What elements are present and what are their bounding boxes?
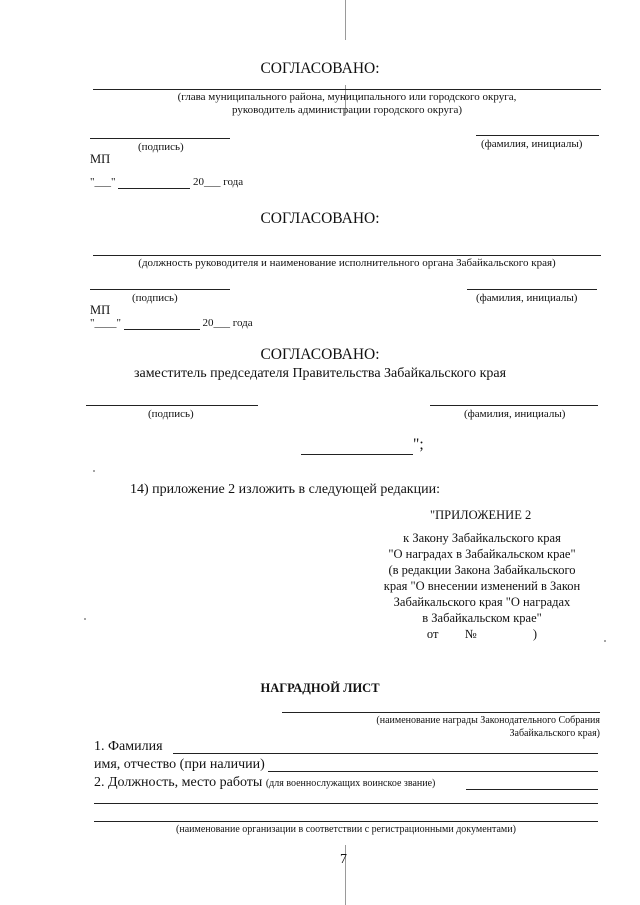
block1-caption-line2: руководитель администрации городского округа) <box>231 104 463 116</box>
date-year: 20___ <box>202 317 230 329</box>
appendix-line: в Забайкальском крае" <box>422 611 542 625</box>
block3-signature-label: (подпись) <box>148 408 194 420</box>
block1-position-line <box>93 89 601 90</box>
date-day-blank: ____ <box>94 317 117 329</box>
block1-caption <box>93 91 601 117</box>
block3-signature-line <box>86 405 258 406</box>
block1-heading: СОГЛАСОВАНО: <box>260 60 380 77</box>
field-position-label-text: 2. Должность, место работы <box>94 775 263 790</box>
field-organization-line[interactable] <box>94 821 598 822</box>
closing-blank-line <box>301 454 413 455</box>
block3-name-line <box>430 405 598 406</box>
date-year-word: года <box>232 317 253 329</box>
field-position-label <box>94 775 435 791</box>
block2-name-label: (фамилия, инициалы) <box>476 292 578 304</box>
block1-signature-label: (подпись) <box>138 141 184 153</box>
block1-caption-line1: (глава муниципального района, муниципального или городского округа, <box>177 91 517 103</box>
block2-heading: СОГЛАСОВАНО: <box>260 210 380 227</box>
date-quote: " <box>90 176 95 188</box>
award-title: НАГРАДНОЙ ЛИСТ <box>260 681 380 695</box>
org-caption: (наименование организации в соответствии с регистрационными документами) <box>176 824 516 835</box>
field-surname-line[interactable] <box>173 753 598 754</box>
appendix-title: "ПРИЛОЖЕНИЕ 2 <box>430 508 532 522</box>
appendix-line: (в редакции Закона Забайкальского <box>388 563 576 577</box>
date-day-blank: ___ <box>94 176 111 188</box>
date-quote: " <box>111 176 116 188</box>
appendix-line: края "О внесении изменений в Закон <box>383 579 581 593</box>
date-month-blank <box>118 176 190 189</box>
appendix-line: к Закону Забайкальского края <box>403 531 561 545</box>
block2-signature-label: (подпись) <box>132 292 178 304</box>
block1-name-label: (фамилия, инициалы) <box>481 138 583 150</box>
field-position-line[interactable] <box>466 789 598 790</box>
appendix-block <box>362 530 602 642</box>
award-caption <box>282 714 600 740</box>
appendix-close: ) <box>532 627 538 641</box>
block1-signature-line <box>90 138 230 139</box>
award-name-line <box>282 712 600 713</box>
appendix-number-sign: № <box>464 627 477 641</box>
appendix-from: от <box>426 627 439 641</box>
block3-subheading: заместитель председателя Правительства Забайкальского края <box>133 366 507 381</box>
block3-name-label: (фамилия, инициалы) <box>464 408 566 420</box>
block2-date <box>90 317 253 330</box>
block2-name-line <box>467 289 597 290</box>
block1-date <box>90 176 243 189</box>
date-year-word: года <box>223 176 244 188</box>
block2-position-line <box>93 255 601 256</box>
date-quote: " <box>116 317 121 329</box>
appendix-line: Забайкальского края "О наградах <box>393 595 571 609</box>
block1-name-line <box>476 135 599 136</box>
scan-speck <box>84 618 86 620</box>
field-surname-label: 1. Фамилия <box>94 739 163 754</box>
block2-stamp: МП <box>90 303 111 317</box>
award-caption-line2: Забайкальского края) <box>509 728 600 739</box>
date-quote: " <box>90 317 95 329</box>
block3-heading: СОГЛАСОВАНО: <box>260 346 380 363</box>
block1-stamp: МП <box>90 152 111 166</box>
appendix-date-line <box>362 626 602 642</box>
closing-quote: "; <box>413 436 424 453</box>
scan-speck <box>93 470 95 472</box>
scan-speck <box>604 640 606 642</box>
field-name-line[interactable] <box>268 771 598 772</box>
item14-text: 14) приложение 2 изложить в следующей редакции: <box>130 482 440 497</box>
appendix-line: "О наградах в Забайкальском крае" <box>388 547 576 561</box>
date-year: 20___ <box>193 176 221 188</box>
field-position-hint: (для военнослужащих воинское звание) <box>265 778 436 789</box>
field-workplace-line[interactable] <box>94 803 598 804</box>
block2-signature-line <box>90 289 230 290</box>
field-name-label: имя, отчество (при наличии) <box>94 757 265 772</box>
page-number: 7 <box>340 852 347 867</box>
scan-fold-line <box>345 0 346 40</box>
award-caption-line1: (наименование награды Законодательного Собрания <box>376 715 600 726</box>
date-month-blank <box>124 317 200 330</box>
block2-caption: (должность руководителя и наименование исполнительного органа Забайкальского края) <box>138 257 556 269</box>
